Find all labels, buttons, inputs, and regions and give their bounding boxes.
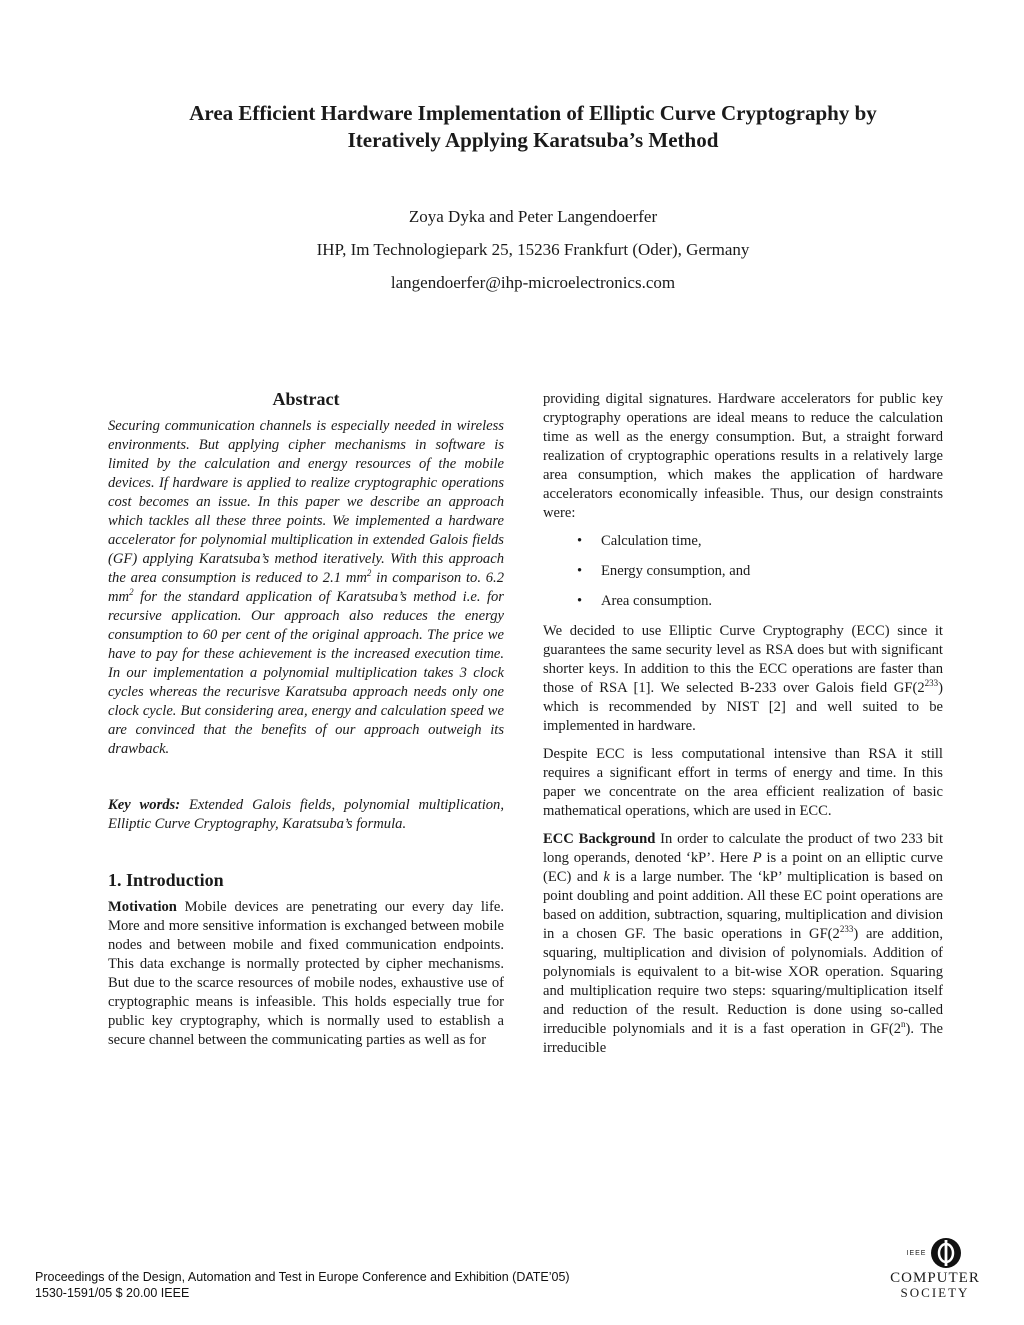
email: langendoerfer@ihp-microelectronics.com [390, 273, 676, 292]
right-column [543, 390, 943, 1067]
right-paragraph-2 [543, 622, 943, 736]
keywords [108, 796, 504, 834]
author-block [120, 200, 946, 299]
p2-sup: 233 [924, 678, 939, 689]
logo-ieee-text: IEEE [906, 1249, 927, 1257]
list-item-text: Energy consumption, and [601, 563, 751, 579]
p4-var-k: k [603, 869, 610, 885]
footer-line-2: 1530-1591/05 $ 20.00 IEEE [35, 1286, 190, 1300]
p4-sup-2: n [901, 1019, 906, 1030]
p4-part-c: is a large number. The ‘kP’ multiplication is based on point doubling and point addition. All these EC point operations are based on addition, subtraction, squaring, multiplication and division in a chosen GF. The basic operations in GF(2 [543, 869, 943, 942]
abstract-part-a: Securing communication channels is especially needed in wireless environments. But applying cipher mechanisms in software is limited by the calculation and energy resources of the mobile devices. If hardware is applied to realize cryptographic operations cost becomes an issue. In this paper we describe an approach which tackles all these three points. We implemented a hardware accelerator for polynomial multiplication in extended Galois fields (GF) applying Karatsuba’s method iteratively. With this approach the area consumption is reduced to 2.1 mm [108, 418, 504, 586]
title-line-2: Iteratively Applying Karatsuba’s Method [347, 128, 719, 152]
p4-sup-1: 233 [839, 924, 854, 935]
motivation-paragraph [108, 898, 504, 1050]
p4-part-e: ). The irreducible [543, 1021, 943, 1056]
p4-var-p: P [752, 850, 762, 866]
constraints-list [543, 532, 943, 611]
keywords-text: Extended Galois fields, polynomial multiplication, Elliptic Curve Cryptography, Karatsuba’s formula. [108, 797, 505, 832]
list-item-text: Calculation time, [601, 533, 702, 549]
abstract-text [108, 417, 504, 759]
p4-part-b: is a point on an elliptic curve (EC) and [543, 850, 943, 885]
logo-line-2: SOCIETY [900, 1285, 970, 1300]
abstract-part-c: for the standard application of Karatsuba’s method i.e. for recursive application. Our approach also reduces the energy consumption to 60 per cent of the original approach. The price we have to pay for these achievement is the increased execution time. In our implementation a polynomial multiplication takes 3 clock cycles whereas the recurisve Karatsuba approach needs only one clock cycle. But considering area, energy and calculation speed we are convinced that the benefits of our approach outweigh its drawback. [108, 589, 504, 757]
logo-line-1: COMPUTER [890, 1270, 980, 1286]
ecc-label: ECC Background [543, 831, 656, 847]
keywords-label: Key words: [108, 797, 181, 813]
list-item [577, 562, 943, 581]
right-paragraph-1: providing digital signatures. Hardware accelerators for public key cryptography operations are ideal means to reduce the calculation time as well as the energy consumption. But, a straight forward realization of cryptographic operations results in a relatively large area consumption, which makes the application of hardware accelerators economically infeasible. Thus, our design constraints were: [543, 391, 943, 521]
list-item-text: Area consumption. [601, 593, 713, 609]
page-footer [35, 1269, 570, 1301]
abstract-heading: Abstract [272, 389, 340, 409]
title-line-1: Area Efficient Hardware Implementation of Elliptic Curve Cryptography by [189, 101, 877, 125]
left-column [108, 390, 504, 1059]
p4-part-d: ) are addition, squaring, multiplication and division of polynomials. Addition of polynomials is equivalent to a bit-wise XOR operation. Squaring and multiplication require two steps: squaring/multiplication itself and reduction of the result. Reduction is done using so-called irreducible polynomials and it is a fast operation in GF(2 [543, 926, 943, 1037]
bullet-icon: • [577, 593, 583, 609]
list-item [577, 592, 943, 611]
p4-part-a: In order to calculate the product of two 233 bit long operands, denoted ‘kP’. Here [543, 831, 943, 866]
motivation-label: Motivation [108, 899, 177, 915]
intro-heading: 1. Introduction [108, 870, 224, 890]
abstract-part-b: in comparison to. 6.2 mm [108, 570, 505, 605]
bullet-icon: • [577, 563, 583, 579]
footer-line-1: Proceedings of the Design, Automation and Test in Europe Conference and Exhibition (DATE’05) [35, 1270, 570, 1284]
affiliation: IHP, Im Technologiepark 25, 15236 Frankfurt (Oder), Germany [316, 240, 750, 259]
list-item [577, 532, 943, 551]
ecc-background-paragraph [543, 830, 943, 1058]
paper-title [120, 100, 946, 154]
abstract-sup-1: 2 [366, 568, 372, 579]
computer-society-logo [880, 1236, 990, 1300]
authors: Zoya Dyka and Peter Langendoerfer [408, 207, 658, 226]
right-paragraph-3: Despite ECC is less computational intensive than RSA it still requires a significant effort in terms of energy and time. In this paper we concentrate on the area efficient realization of basic mathematical operations, which are used in ECC. [543, 746, 943, 819]
bullet-icon: • [577, 533, 583, 549]
p2-part-b: ) which is recommended by NIST [2] and well suited to be implemented in hardware. [543, 680, 943, 734]
motivation-text: Mobile devices are penetrating our every day life. More and more sensitive information is exchanged between mobile nodes and between mobile and fixed communication endpoints. This data exchange is normally protected by cipher mechanisms. But due to the scarce resources of mobile nodes, exhaustive use of cryptographic means is infeasible. This holds especially true for public key cryptography, which is normally used to establish a secure channel between the communicating parties as well as for [108, 899, 504, 1048]
ieee-emblem-icon [929, 1236, 963, 1270]
abstract-sup-2: 2 [129, 587, 134, 598]
p2-part-a: We decided to use Elliptic Curve Cryptography (ECC) since it guarantees the same security level as RSA does but with significant shorter keys. In addition to this the ECC operations are faster than those of RSA [1]. We selected B-233 over Galois field GF(2 [543, 623, 943, 696]
